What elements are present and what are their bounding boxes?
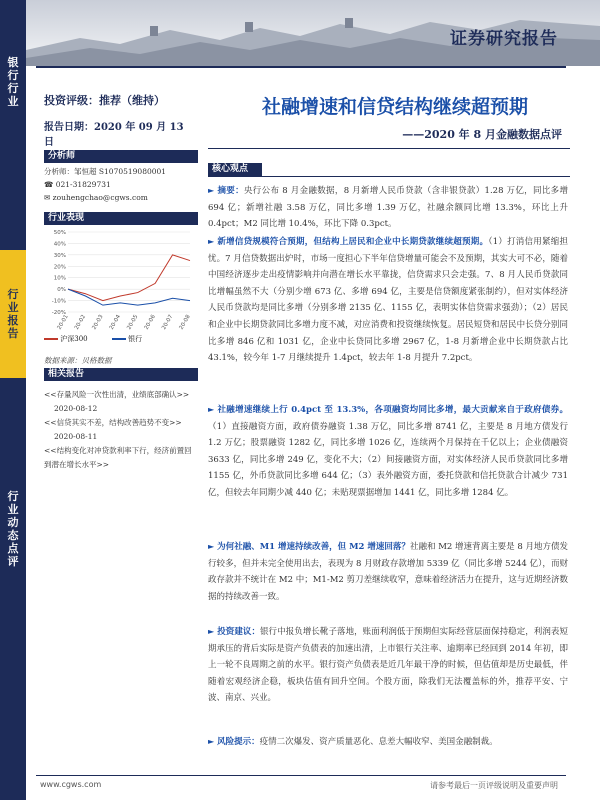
core-views-rule <box>208 176 570 177</box>
chart-svg <box>44 228 194 333</box>
paragraph-m2: ► 为何社融、M1 增速持续改善，但 M2 增速回落？社融和 M2 增速背离主要是 8 月地方债发行较多，但并未完全使用出去，表现为 8 月财政存款增加 5339 亿（同比多增 5244 亿），而财政存款并不统计在 M2 中；M1-M2 剪刀差继续收窄，意味着经济活力在提升，这与近期经济数据的持续改善一致。 <box>208 542 568 602</box>
analyst-email[interactable]: ✉ zouhengchao@cgws.com <box>44 193 148 202</box>
paragraph-risk: ► 风险提示：疫情二次爆发、资产质量恶化、息差大幅收窄、美国金融制裁。 <box>208 737 498 747</box>
bullet-arrow-icon: ► <box>208 542 215 551</box>
report-title: 社融增速和信贷结构继续超预期 <box>261 96 528 118</box>
chart-ytick-label: 0% <box>57 287 66 294</box>
report-date: 报告日期：2020 年 09 月 13 日 <box>44 122 184 148</box>
investment-rating: 投资评级：推荐（维持） <box>44 94 165 107</box>
analyst-phone: ☎ 021-31829731 <box>44 180 111 189</box>
chart-legend <box>44 334 194 344</box>
chart-series-line <box>68 289 190 305</box>
paragraph-investment-advice: ► 投资建议：银行中报负增长靴子落地，账面利润低于预期但实际经营层面保持稳定，利润表短期承压的背后实际是资产负债表的加速出清，上市银行关注率、逾期率已经回到 2014 年初，即上一轮不良周期之前的水平。银行资产负债表是近几年最干净的时候，但估值却是历史最低，伴随着宏观经济企稳，板块估值有回升空间。个股方面，除我们无法覆盖标的外，推荐平安、宁波、南京、兴业。 <box>208 627 568 704</box>
phone-icon: ☎ <box>44 180 56 189</box>
analyst-name: 分析师：邹恒超 S1070519080001 <box>44 167 167 176</box>
bullet-arrow-icon: ► <box>208 627 215 636</box>
chart-xtick-label: 20-04 <box>108 314 123 331</box>
chart-ytick-label: 30% <box>53 252 66 259</box>
side-strip <box>0 0 26 800</box>
chart-xtick-label: 20-05 <box>126 314 140 331</box>
paragraph-credit: ► 新增信贷规模符合预期，但结构上居民和企业中长期贷款继续超预期。（1）打消信用紧缩担忧。7 月信贷数据出炉时，市场一度担心下半年信贷增量可能会不及预期，其实大可不必，随着中国经济逐步走出疫情影响并向潜在增长水平靠拢，信贷需求只会走强。7、8 月人民币贷款同比增幅虽然不大（分别少增 673 亿、多增 694 亿，主要是信贷额度紧张制约），但对实体经济人民币贷款均是同比多增（分别多增 2135 亿、1155 亿，表明实体信贷需求强劲）；（2）居民和企业中长期贷款同比多增力度不减，对应消费和投资继续恢复。居民短贷和居民中长贷分别同比多增 846 亿和 1031 亿，企业中长贷同比多增 2967 亿，1-8 月新增企业中长期贷款占比 43.1%，较今年 1-7 月继续提升 1.4pct，较去年 1-8 月提升 7.2pct。 <box>208 237 568 364</box>
related-reports-header: 相关报告 <box>44 368 198 381</box>
related-report-item[interactable]: <<结构变化对冲贷款利率下行，经济前置回到潜在增长水平>> <box>44 446 192 469</box>
bullet-arrow-icon: ► <box>208 237 215 246</box>
related-report-item[interactable]: <<存量风险一次性出清，业绩底部确认>> 2020-08-12 <box>44 390 190 413</box>
legend-swatch-bank <box>112 338 126 340</box>
bullet-arrow-icon: ► <box>208 186 215 195</box>
strip-text-review: 行 业 动 态 点 评 <box>7 490 19 568</box>
report-subtitle: ——2020 年 8 月金融数据点评 <box>402 128 562 141</box>
industry-performance-chart <box>44 228 194 331</box>
chart-xtick-label: 20-01 <box>56 314 70 331</box>
chart-ytick-label: 50% <box>53 230 66 236</box>
chart-ytick-label: 20% <box>53 264 66 271</box>
header-rule <box>36 66 566 68</box>
chart-ytick-label: -20% <box>51 310 66 316</box>
chart-xtick-label: 20-06 <box>143 314 157 331</box>
legend-label-hs300: 沪深300 <box>60 335 88 343</box>
chart-xtick-label: 20-02 <box>73 314 88 331</box>
footer-rule <box>36 775 566 776</box>
industry-trend-header: 行业表现 <box>44 212 198 225</box>
footer-url[interactable]: www.cgws.com <box>40 780 102 789</box>
chart-ytick-label: -10% <box>51 298 66 305</box>
footer-disclaimer: 请参考最后一页评级说明及重要声明 <box>430 781 558 790</box>
header-banner <box>0 0 600 66</box>
chart-ytick-label: 10% <box>53 275 66 282</box>
related-reports-list <box>44 388 196 472</box>
related-report-item[interactable]: <<信贷其实不差，结构改善趋势不变>> 2020-08-11 <box>44 418 182 441</box>
core-views-header: 核心观点 <box>208 163 262 176</box>
chart-source: 数据来源：贝格数据 <box>44 356 112 365</box>
strip-text-report: 行 业 报 告 <box>7 288 19 340</box>
bullet-arrow-icon: ► <box>208 405 215 414</box>
analyst-info <box>44 165 194 204</box>
mail-icon: ✉ <box>44 193 53 202</box>
chart-xtick-label: 20-08 <box>178 314 192 331</box>
strip-text-industry: 银 行 行 业 <box>7 56 19 108</box>
legend-label-bank: 银行 <box>128 335 143 343</box>
chart-xtick-label: 20-03 <box>91 314 105 331</box>
title-rule <box>208 148 570 149</box>
banner-title: 证券研究报告 <box>450 29 558 49</box>
bullet-arrow-icon: ► <box>208 737 215 746</box>
paragraph-social-financing: ► 社融增速继续上行 0.4pct 至 13.3%，各项融资均同比多增，最大贡献来自于政府债券。（1）直接融资方面，政府债券融资 1.38 万亿，同比多增 8741 亿，主要是 8 月地方债发行 1.2 万亿；股票融资 1282 亿，同比多增 1026 亿，连续两个月保持在千亿以上；企业债融资 3633 亿，同比多增 249 亿，变化不大；（2）间接融资方面，对实体经济人民币贷款同比多增 1155 亿，外币贷款同比多增 644 亿；（3）表外融资方面，委托贷款和信托贷款合计减少 731 亿，但较去年同期少减 440 亿；未贴现票据增加 1441 亿，同比多增 1284 亿。 <box>208 405 568 498</box>
legend-swatch-hs300 <box>44 338 58 340</box>
chart-xtick-label: 20-07 <box>161 314 175 331</box>
paragraph-summary: ► 摘要：央行公布 8 月金融数据，8 月新增人民币贷款（含非银贷款）1.28 万亿，同比多增 694 亿；新增社融 3.58 万亿，同比多增 1.39 万亿，社融余额同比增 13.3%，环比上升 0.4pct；M2 同比增 10.4%，环比下降 0.3pct。 <box>208 186 568 230</box>
chart-ytick-label: 40% <box>53 241 66 248</box>
analyst-section-header: 分析师 <box>44 150 198 163</box>
